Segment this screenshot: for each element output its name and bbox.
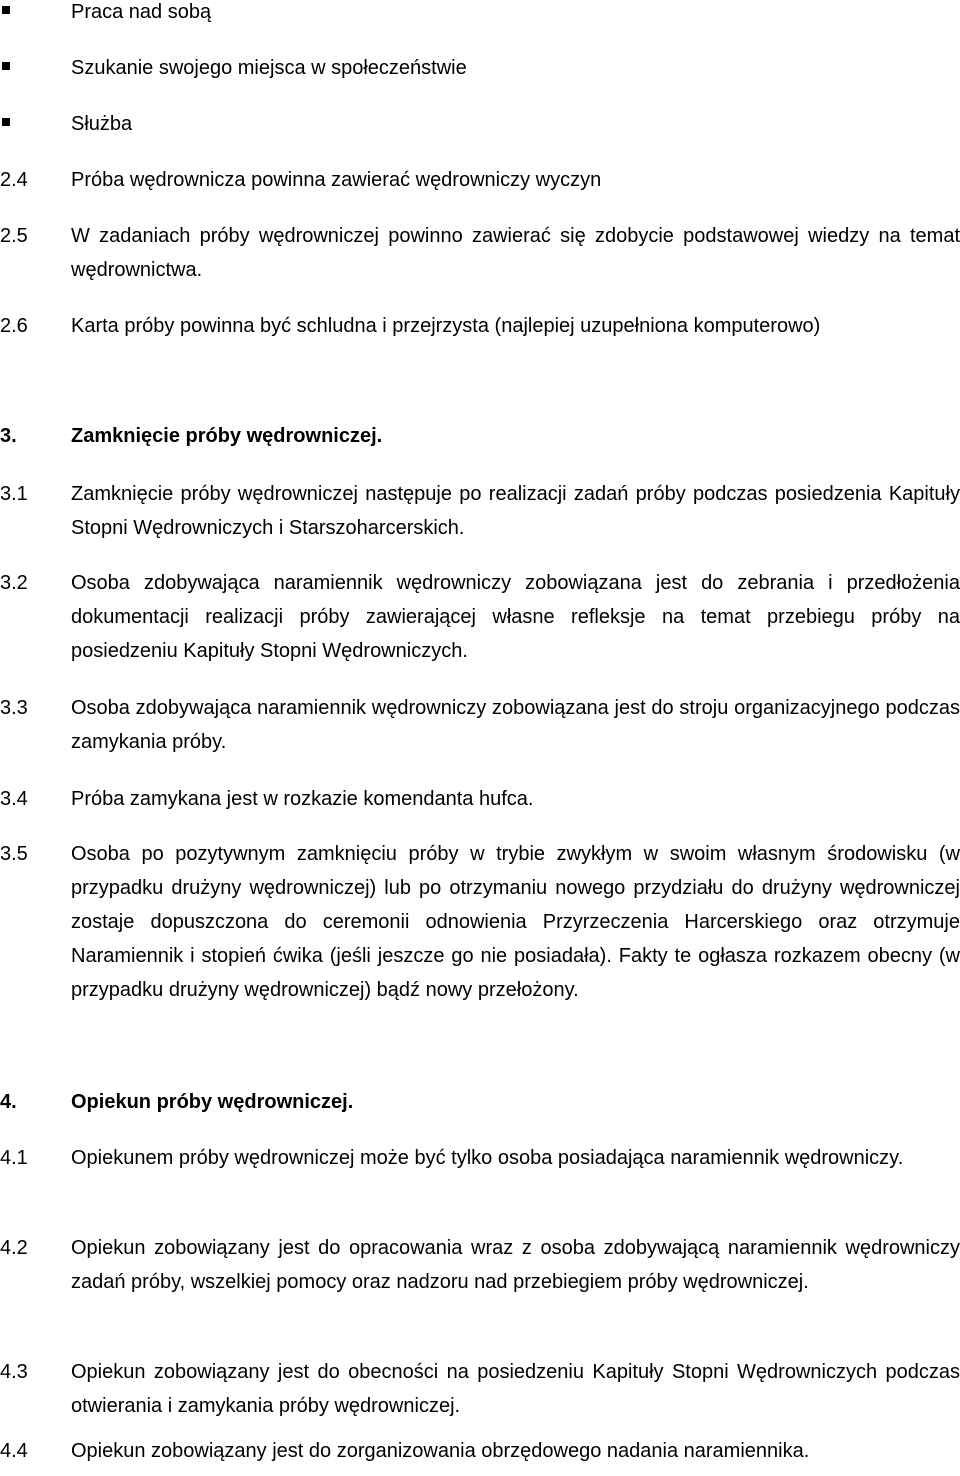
item-text: Opiekun zobowiązany jest do obecności na posiedzeniu Kapituły Stopni Wędrowniczych podczas otwierania i zamykania próby wędrowniczej. <box>71 1361 960 1417</box>
square-bullet-icon <box>2 6 10 14</box>
section-title: Opiekun próby wędrowniczej. <box>71 1091 354 1113</box>
item-text: Osoba zdobywająca naramiennik wędrowniczy zobowiązana jest do stroju organizacyjnego podczas zamykania próby. <box>71 697 960 753</box>
item-text: Próba wędrownicza powinna zawierać wędrowniczy wyczyn <box>71 169 602 191</box>
item-text: Opiekun zobowiązany jest do zorganizowania obrzędowego nadania naramiennika. <box>71 1440 810 1462</box>
item-text: W zadaniach próby wędrowniczej powinno zawierać się zdobycie podstawowej wiedzy na temat wędrownictwa. <box>71 225 960 281</box>
item-number: 2.5 <box>0 225 28 247</box>
item-number: 3.1 <box>0 483 28 505</box>
item-number: 2.4 <box>0 169 28 191</box>
item-number: 4.3 <box>0 1361 28 1383</box>
section-number: 3. <box>0 425 17 447</box>
item-number: 4.2 <box>0 1237 28 1259</box>
item-text: Zamknięcie próby wędrowniczej następuje po realizacji zadań próby podczas posiedzenia Kapituły Stopni Wędrowniczych i Starszoharcerskich. <box>71 483 960 539</box>
item-number: 4.1 <box>0 1147 28 1169</box>
item-number: 3.2 <box>0 572 28 594</box>
item-number: 4.4 <box>0 1440 28 1462</box>
square-bullet-icon <box>2 118 10 126</box>
item-text: Osoba po pozytywnym zamknięciu próby w trybie zwykłym w swoim własnym środowisku (w przypadku drużyny wędrowniczej) lub po otrzymaniu nowego przydziału do drużyny wędrowniczej zostaje dopuszczona do ceremonii odnowienia Przyrzeczenia Harcerskiego oraz otrzymuje Naramiennik i stopień ćwika (jeśli jeszcze go nie posiadała). Fakty te ogłasza rozkazem obecny (w przypadku drużyny wędrowniczej) bądź nowy przełożony. <box>71 843 960 1001</box>
item-text: Próba zamykana jest w rozkazie komendanta hufca. <box>71 788 534 810</box>
item-text: Karta próby powinna być schludna i przejrzysta (najlepiej uzupełniona komputerowo) <box>71 315 821 337</box>
bullet-text: Szukanie swojego miejsca w społeczeństwie <box>71 57 467 79</box>
item-number: 3.4 <box>0 788 28 810</box>
item-text: Osoba zdobywająca naramiennik wędrowniczy zobowiązana jest do zebrania i przedłożenia dokumentacji realizacji próby zawierającej własne refleksje na temat przebiegu próby na posiedzeniu Kapituły Stopni Wędrowniczych. <box>71 572 960 662</box>
section-title: Zamknięcie próby wędrowniczej. <box>71 425 383 447</box>
square-bullet-icon <box>2 62 10 70</box>
section-number: 4. <box>0 1091 17 1113</box>
item-number: 2.6 <box>0 315 28 337</box>
item-text: Opiekun zobowiązany jest do opracowania wraz z osoba zdobywającą naramiennik wędrowniczy zadań próby, wszelkiej pomocy oraz nadzoru nad przebiegiem próby wędrowniczej. <box>71 1237 960 1293</box>
item-number: 3.3 <box>0 697 28 719</box>
bullet-text: Służba <box>71 113 133 135</box>
bullet-text: Praca nad sobą <box>71 1 212 23</box>
item-text: Opiekunem próby wędrowniczej może być tylko osoba posiadająca naramiennik wędrowniczy. <box>71 1147 904 1169</box>
item-number: 3.5 <box>0 843 28 865</box>
